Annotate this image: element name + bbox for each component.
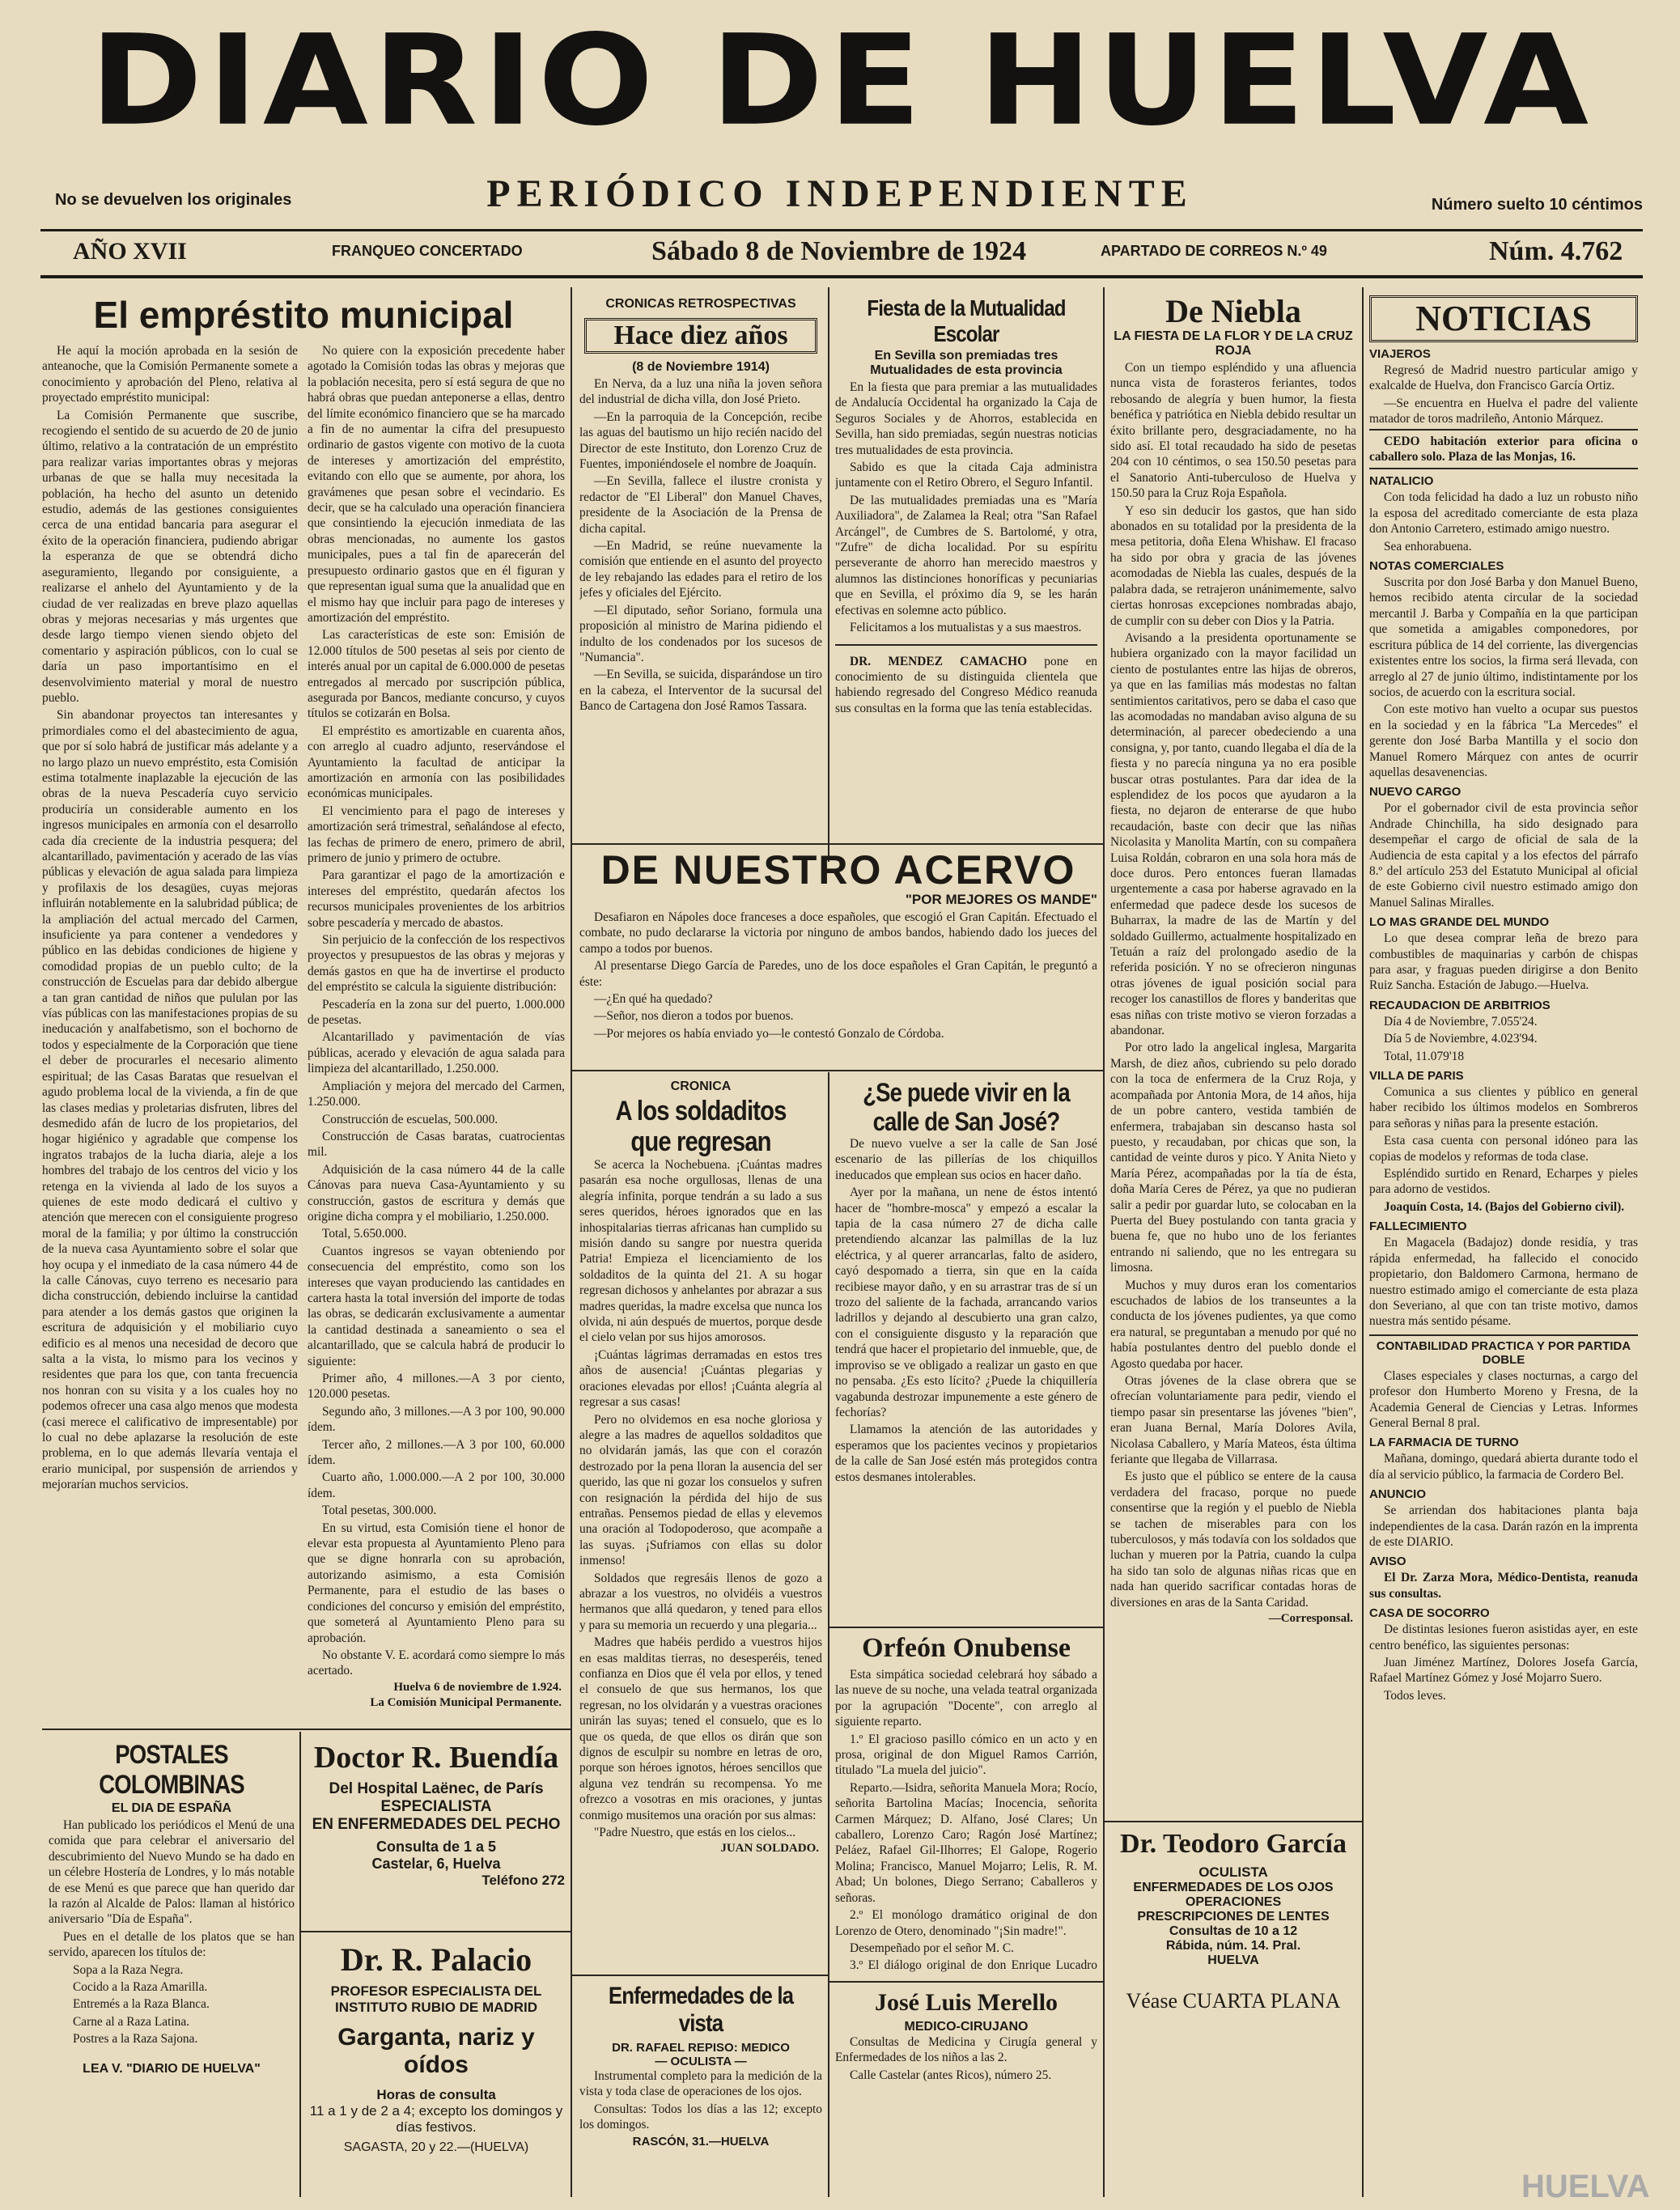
palacio-address: SAGASTA, 20 y 22.—(HUELVA) bbox=[343, 2140, 529, 2154]
palacio-hours-label: Horas de consulta bbox=[376, 2087, 496, 2102]
article-orfeon bbox=[835, 1635, 1097, 1975]
dateline bbox=[40, 236, 1643, 270]
headline-box bbox=[584, 318, 817, 354]
archive-stamp: HUELVA bbox=[1521, 2169, 1650, 2204]
paragraph: —En Sevilla, fallece el ilustre cronista y redactor de "El Liberal" don Manuel Chaves, presidente de la Asociación de la Prensa de dicha capital. bbox=[579, 474, 822, 536]
article-emprestito bbox=[42, 290, 565, 348]
article-postales bbox=[49, 1740, 295, 2197]
subhead-contabilidad: CONTABILIDAD PRACTICA Y POR PARTIDA DOBLE bbox=[1369, 1334, 1638, 1367]
paragraph: 1.º El gracioso pasillo cómico en un acto y en prosa, original de don Miguel Ramos Carrión, titulado "La muela del juicio". bbox=[835, 1732, 1097, 1778]
issue-number: Núm. 4.762 bbox=[1489, 236, 1623, 266]
buendia-hours: Consulta de 1 a 5 bbox=[375, 1839, 497, 1855]
paragraph: Joaquín Costa, 14. (Bajos del Gobierno civil). bbox=[1384, 1199, 1625, 1214]
headline-calle: ¿Se puede vivir en la calle de San José? bbox=[863, 1078, 1070, 1136]
subhead-natalicio: NATALICIO bbox=[1369, 474, 1434, 489]
paragraph: —¿En qué ha quedado? bbox=[594, 992, 713, 1007]
subhead-cargo: NUEVO CARGO bbox=[1369, 785, 1462, 800]
subhead-fallecimiento: FALLECIMIENTO bbox=[1369, 1220, 1467, 1234]
signature-soldado: JUAN SOLDADO. bbox=[720, 1842, 819, 1856]
emprestito-text-left bbox=[42, 343, 298, 1719]
mutualidad-deck: En Sevilla son premiadas tres Mutualidades de esta provincia bbox=[870, 349, 1063, 377]
paragraph: Muchos y muy duros eran los comentarios escuchados de labios de los transeuntes a la conducta de los jóvenes pudientes, ya que como era natural, se preguntaban a menudo por qué no había postulantes dentro del pueblo donde el Agosto quedaba por hacer. bbox=[1110, 1278, 1356, 1371]
paragraph: Cuarto año, 1.000.000.—A 2 por 100, 30.000 ídem. bbox=[308, 1470, 565, 1500]
garcia-hours: Consultas de 10 a 12 bbox=[1169, 1924, 1298, 1938]
subhead-socorro: CASA DE SOCORRO bbox=[1369, 1606, 1490, 1621]
acervo-deck: "POR MEJORES OS MANDE" bbox=[905, 892, 1097, 907]
paragraph: En la fiesta que para premiar a las mutualidades de Andalucía Occidental ha organizado la Caja de Seguros Sociales y de Ahorros, establecida en Sevilla, han sido premiadas, según nuestras noticias tres mutualidades de esta provincia. bbox=[835, 380, 1097, 457]
column-rule bbox=[828, 287, 829, 862]
section-rule bbox=[571, 1975, 828, 1976]
palacio-hours: 11 a 1 y de 2 a 4; excepto los domingos y días festivos. bbox=[309, 2103, 563, 2135]
column-rule bbox=[828, 1072, 829, 2197]
subhead-grande: LO MAS GRANDE DEL MUNDO bbox=[1369, 915, 1550, 930]
buendia-phone: Teléfono 272 bbox=[482, 1873, 565, 1888]
garcia-title: OCULISTA bbox=[1198, 1864, 1268, 1880]
mendez-notice bbox=[835, 654, 1097, 717]
subhead-comerciales: NOTAS COMERCIALES bbox=[1369, 559, 1504, 574]
paragraph: Con toda felicidad ha dado a luz un robusto niño la esposa del acreditado comerciante de esta plaza don Antonio Carretero, estimado amigo nuestro. bbox=[1369, 490, 1638, 537]
menu-item: Entremés a la Raza Blanca. bbox=[73, 1997, 210, 2012]
paragraph: De nuevo vuelve a ser la calle de San José escenario de las pillerías de los chiquillos ineducados que emplean sus ocios en hacer daño. bbox=[835, 1137, 1097, 1182]
article-hace-diez-anos bbox=[579, 295, 822, 870]
article-niebla bbox=[1110, 295, 1356, 1817]
column-rule bbox=[1103, 287, 1105, 2197]
paragraph: Al presentarse Diego García de Paredes, uno de los doce españoles el Gran Capitán, le preguntó a éste: bbox=[579, 959, 1097, 989]
paragraph: No quiere con la exposición precedente haber agotado la Comisión todas las obras y mejoras que la población necesita, pero sí está segura de que no habrá obras que puedan anteponerse a ellas, dentro del límite económico financiero que se ha marcado a fin de no aumentar la cifra del presupuesto ordinario de gastos vigente con motivo de la cuota de intereses y amortización del empréstito, evitando con ello que se aumente, por ahora, los gravámenes que pesan sobre el vecindario. Es decir, que se ha calculado una operación financiera que consintiendo la ejecución inmediata de las obras mencionadas, no aumente los gastos municipales, pues a tal fin de aparecerán del presupuesto ordinario gastos que en él figuran y que representan igual suma que la anualidad que en el mismo hay que incluir para pago de intereses y amortización del empréstito. bbox=[308, 344, 565, 625]
paragraph: 3.º El diálogo original de don Enrique Lucadro bbox=[850, 1958, 1097, 1973]
paragraph: Sin abandonar proyectos tan interesantes y primordiales como el del abastecimiento de agua, que por sí solo habrá de justificar más adelante y a no largo plazo un nuevo empréstito, esta Comisión estima totalmente inaplazable la ejecución de las obras de la nueva Pescadería cuyo servicio produciría un considerable aumento en los ingresos municipales en armonía con el desarrollo cada día creciente de la industria pesquera; del alcantarillado, pavimentación y acerado de las vías públicas y elevación de agua salada para limpieza y profilaxis de los desagües, cuyas mejoras influirán notablemente en la salubridad pública; de la ampliación del actual mercado del Carmen, insuficiente ya para contener a vendedores y público en las debidas condiciones de higiene y comodidad propias de un pueblo culto; de la construcción de Escuelas para dar debido albergue a tan gran cantidad de niños que pululan por las vías públicas con las manifestaciones propias de su ineducación y analfabetismo, son el bochorno de todos y especialmente de la Corporación que tiene el deber de procurarles el necesario alimento espiritual; de las Casas Baratas que resuelvan el agudo problema local de la vivienda, a fin de que las clases medias y proletarias disfruten, libres del desmedido afán de lucro de los propietarios, del hogar higiénico y agradable que compense los ingratos trabajos de la lucha diaria, aleje a los hombres del trabajo de los centros del vicio y los retenga en la vivienda al lado de los suyos a quienes de este modo dedicará el cultivo y atención que merecen con el consiguiente progreso moral de la familia; y por último la construcción de la nueva casa Ayuntamiento sobre el solar que hoy ocupa y el inmediato de la casa número 44 de la calle Cánovas, cuyo terreno es necesario para dicha construcción, debiendo incluirse la cantidad para atender a los demás gastos que originen la escritura de adquisición y el mobiliario cuyo edificio es al menos una necesidad de decoro que salta a la vista, lo mismo para los vecinos y residentes que para los que, con tanta frecuencia nos honran con su visita y a los cuales hoy no podemos ofrecer una casa algo menos que modesta (casi merece el calificativo de impresentable) por lo cual no debe aplazarse la resolución de este problema, en lo que además llevaría ventaja el erario municipal, por suspensión de arriendos y mejorarían muchos servicios. bbox=[42, 708, 298, 1492]
paragraph: Tercer año, 2 millones.—A 3 por 100, 60.000 ídem. bbox=[308, 1437, 565, 1468]
headline-postales: POSTALES COLOMBINAS bbox=[99, 1740, 244, 1799]
top-rule bbox=[40, 229, 1643, 231]
paragraph: Día 5 de Noviembre, 4.023'94. bbox=[1384, 1032, 1538, 1046]
paragraph: Pero no olvidemos en esa noche gloriosa y alegre a las madres de aquellos soldaditos que no olvidarán jamás, las que con el corazón destrozado por la pena lloran la ausencia del ser querido, las que ni gozar los consuelos y sufren con resignación la pérdida del hijo de sus entrañas. Pensemos piedad de ellas y elevemos una oración al Todopoderoso, que acompañe a las suyas. ¡Sufriamos con ellas su dolor inmenso! bbox=[579, 1412, 822, 1568]
paragraph: Pues en el detalle de los platos que se han servido, aparecen los títulos de: bbox=[49, 1929, 295, 1960]
column-rule bbox=[1362, 287, 1364, 2197]
paragraph: Se arriendan dos habitaciones planta baja independientes de la casa. Darán razón en la imprenta de este DIARIO. bbox=[1369, 1504, 1638, 1549]
paragraph: Sea enhorabuena. bbox=[1384, 539, 1472, 554]
article-calle-san-jose bbox=[835, 1078, 1097, 1644]
masthead-title: DIARIO DE HUELVA bbox=[89, 7, 1594, 154]
subhead-viajeros: VIAJEROS bbox=[1369, 347, 1431, 361]
menu-item: Sopa a la Raza Negra. bbox=[73, 1962, 184, 1977]
paragraph: Se acerca la Nochebuena. ¡Cuántas madres pasarán esa noche orgullosas, llenas de una alegría infinita, porque tendrán a su lado a sus seres queridos, héroes ignorados que en las inhospitalarias tierras africanas han cumplido su misión dando su sangre por nuestra querida Patria! Empieza el licenciamiento de los soldaditos de la quinta del 21. A su hogar regresan dichosos y anhelantes por abrazar a sus madres queridas, la madre excelsa que nunca los olvida, ni aún después de muertos, porque desde el cielo velan por sus hijos amorosos. bbox=[579, 1158, 822, 1345]
palacio-speciality: Garganta, nariz y oídos bbox=[337, 2024, 535, 2078]
paragraph: No obstante V. E. acordará como siempre lo más acertado. bbox=[308, 1648, 565, 1678]
section-rule bbox=[571, 843, 1103, 845]
paragraph: Clases especiales y clases nocturnas, a cargo del profesor don Humberto Moreno y Fresna, de la Academia General de Ciencias y Letras. Informes General Bernal 8 pral. bbox=[1369, 1368, 1638, 1430]
paragraph: Instrumental completo para la medición de la vista y toda clase de operaciones de los ojos. bbox=[579, 2069, 822, 2099]
paragraph: Total, 11.079'18 bbox=[1384, 1049, 1465, 1063]
section-rule bbox=[42, 1729, 571, 1730]
signature-date: Huelva 6 de noviembre de 1.924. bbox=[393, 1680, 562, 1694]
paragraph: Reparto.—Isidra, señorita Manuela Mora; Rocío, señorita Bartolina Macías; Inocencia, señorita Carmen Márquez; D. Alfano, José Clares; Un caballero, Lorenzo Caro; Ragón José Martínez; Peláez, Rafael Gil-Ilhorres; El Galope, Rogerio Molina; Francisco, Manuel Mojarro; Lelis, R. M. Abad; Un bolones, Diego Serrano; Caballeros y señoras. bbox=[835, 1780, 1097, 1905]
paragraph: —En Madrid, se reúne nuevamente la comisión que entiende en el asunto del proyecto de ley rebajando las edades para el retiro de los jefes y oficiales del Ejército. bbox=[579, 539, 822, 600]
franqueo-label: FRANQUEO CONCERTADO bbox=[332, 243, 523, 259]
palacio-name: Dr. R. Palacio bbox=[340, 1941, 532, 1978]
subhead-paris: VILLA DE PARIS bbox=[1369, 1069, 1464, 1084]
signature-commission: La Comisión Municipal Permanente. bbox=[370, 1695, 562, 1709]
paragraph: Día 4 de Noviembre, 7.055'24. bbox=[1384, 1014, 1538, 1029]
paragraph: Pescadería en la zona sur del puerto, 1.000.000 de pesetas. bbox=[308, 997, 565, 1028]
paragraph: Sabido es que la citada Caja administra juntamente con el Retiro Obrero, el Seguro Infantil. bbox=[835, 460, 1097, 490]
paragraph: Construcción de Casas baratas, cuatrocientas mil. bbox=[308, 1129, 565, 1160]
garcia-line: PRESCRIPCIONES DE LENTES bbox=[1137, 1910, 1330, 1924]
dateline-1914: (8 de Noviembre 1914) bbox=[632, 360, 770, 374]
paragraph: Es justo que el público se entere de la causa verdadera del fracaso, porque no puede consentirse que la región y el pueblo de Niebla se tachen de miserables para con los tuberculosos, y más todavía con los soldados que luchan y mueren por la Patria, cuando la culpa ha sido tan solo de algunas niñas ricas que en nada han querido sacrificar contadas horas de diversiones en aras de la Santa Caridad. bbox=[1110, 1470, 1356, 1610]
article-mutualidad bbox=[835, 295, 1097, 870]
paragraph: Llamamos la atención de las autoridades y esperamos que los pacientes vecinos y propietarios de la calle de San José estén más protegidos contra estos desmanes intolerables. bbox=[835, 1423, 1097, 1484]
headline-acervo: DE NUESTRO ACERVO bbox=[600, 850, 1076, 893]
mendez-text: pone en conocimiento de su distinguida clientela que habiendo regresado del Congreso Médico reanuda sus consultas en la forma que las tenía establecidas. bbox=[835, 654, 1097, 715]
paragraph: —En Sevilla, se suicida, disparándose un tiro en la cabeza, el Interventor de la sucursal del Banco de Cartagena don José Ramos Tassara. bbox=[579, 668, 822, 714]
paragraph: La Comisión Permanente que suscribe, recogiendo el sentido de su acuerdo de 20 de junio último, relativo a la contratación de un empréstito para realizar varias importantes obras y mejoras urbanas de que se halla muy necesitada la población, ha hecho del asunto un detenido estudio, además de las gestiones consiguientes cerca de una entidad bancaria para asegurar el éxito de la operación financiera, pudiendo abrigar la esperanza de que se obtendrá dicho aseguramiento, llegando por consiguiente, a realizarse el anhelo del Ayuntamiento y de la ciudad de ver realizadas en breve plazo aquellas obras y mejoras necesarias y más urgentes que desde largo tiempo vienen siendo objeto del comentario y aspiración públicos, con lo cual se daría un paso importantísimo en el desenvolvimiento material y moral de nuestro pueblo. bbox=[42, 408, 298, 705]
headline-emprestito: El empréstito municipal bbox=[93, 294, 514, 336]
ad-teodoro-garcia bbox=[1110, 1829, 1356, 2197]
headline-orfeon: Orfeón Onubense bbox=[862, 1635, 1071, 1663]
paragraph: De distintas lesiones fueron asistidas ayer, en este centro benéfico, las siguientes personas: bbox=[1369, 1623, 1638, 1652]
paragraph: En su virtud, esta Comisión tiene el honor de elevar esta propuesta al Ayuntamiento Pleno para que se digne honrarla con su aprobación, autorizando asimismo, a esta Comisión Permanente, para el estudio de las bases o condiciones del concurso y emisión del empréstito, que someterá al Ayuntamiento Pleno para su aprobación. bbox=[308, 1521, 565, 1645]
buendia-address: Castelar, 6, Huelva bbox=[371, 1856, 501, 1872]
paragraph: Madres que habéis perdido a vuestros hijos en esas malditas tierras, no desesperéis, tened confianza en Dios que él vela por ellos, y tened el consuelo de que sus hermanos, los que regresan, no los olvidarán y a vuestras oraciones unirán las suyas; tened el consuelo, que es lo que os queda, de que ellos os dirán que son dignos de esculpir su nombre en letras de oro, porque son héroes ignotos, héroes sencillos que alguna vez tendrán su recompensa. Yo me ofrezco a vosotras en mis oraciones, y juntas conmigo musitemos una oración por sus almas: bbox=[579, 1635, 822, 1822]
paragraph: He aquí la moción aprobada en la sesión de anteanoche, que la Comisión Permanente somete a conocimiento y aprobación del Pleno, relativa al proyectado empréstito municipal: bbox=[42, 344, 298, 405]
masthead-subtitle: PERIÓDICO INDEPENDIENTE bbox=[486, 172, 1194, 215]
paragraph: Por otro lado la angelical inglesa, Margarita Marsh, de diez años, cubriendo su pelo dorado con la toca de enfermera de la Cruz Roja, y acompañada por Antonia Mora, de 14 años, hija de un pobre cantero, vestida también de enfermera, trabajaban sin descanso hasta sol puesto, y recaudaban, por chicas que son, la cantidad de veinte duros y pico. Y Anita Nieto y María Pérez, acompañadas por la tía de ésta, doña María Ceres de Pérez, ya que no pudieran salir a pedir por guardar luto, se colocaban en la Puerta del Buey postulando con tanta gracia y buena fe, que no hubo uno de los feriantes entrando ni saliendo, que no les entregara su limosna. bbox=[1110, 1041, 1356, 1275]
paragraph: Regresó de Madrid nuestro particular amigo y exalcalde de Huelva, don Francisco García Ortiz. bbox=[1369, 363, 1638, 393]
paragraph: Por el gobernador civil de esta provincia señor Andrade Chinchilla, ha sido designado para desempeñar el cargo de oficial de sala de la Audiencia de esta capital y a los efectos del párrafo 8.º del artículo 253 del Estatuto Municipal al oficial de este Gobierno civil nuestro estimado amigo don Manuel Salinas Miralles. bbox=[1369, 801, 1638, 910]
issue-date: Sábado 8 de Noviembre de 1924 bbox=[651, 236, 1027, 266]
mendez-name: DR. MENDEZ CAMACHO bbox=[850, 654, 1028, 668]
paragraph: Espléndido surtido en Renard, Echarpes y pieles para adorno de vestidos. bbox=[1369, 1167, 1638, 1197]
menu-list bbox=[49, 1962, 295, 2047]
ad-buendia bbox=[308, 1740, 565, 1926]
paragraph: —Señor, nos dieron a todos por buenos. bbox=[594, 1009, 794, 1024]
buendia-speciality: EN ENFERMEDADES DEL PECHO bbox=[312, 1816, 561, 1833]
palacio-title: PROFESOR ESPECIALISTA DEL INSTITUTO RUBIO DE MADRID bbox=[330, 1983, 542, 2015]
paragraph: Con un tiempo espléndido y una afluencia nunca vista de forasteros feriantes, todos rebosando de alegría y buen humor, la fiesta benéfica y patriótica en Niebla debido resultar un éxito brillante pero, desgraciadamente, no ha sido así. El total recaudado ha sido de pesetas 204 con 10 céntimos, o sea 150.50 pesetas para el Sanatorio Anti-tuberculoso de Huelva y 150.50 para la Cruz Roja Española. bbox=[1110, 361, 1356, 501]
garcia-name: Dr. Teodoro García bbox=[1120, 1829, 1347, 1859]
paragraph: Desempeñado por el señor M. C. bbox=[850, 1941, 1015, 1955]
signature-corresponsal: —Corresponsal. bbox=[1268, 1612, 1353, 1626]
headline-noticias: NOTICIAS bbox=[1369, 295, 1638, 342]
niebla-deck: LA FIESTA DE LA FLOR Y DE LA CRUZ ROJA bbox=[1114, 329, 1353, 358]
paragraph: Sin perjuicio de la confección de los respectivos proyectos y presupuestos de las obras y mejoras y demás gastos en que ha de invertirse el producto del empréstito se calcula la siguiente distribución: bbox=[308, 933, 565, 995]
subhead-aviso: AVISO bbox=[1369, 1555, 1406, 1569]
paragraph: En Magacela (Badajoz) donde residía, y tras rápida enfermedad, ha fallecido el conocido propietario, don Baldomero Carmona, hermano de nuestro estimado amigo el comerciante de esta plaza don Severiano, al que con tan triste motivo, damos nuestra más sentido pésame. bbox=[1369, 1236, 1638, 1329]
paragraph: Consultas: Todos los días a las 12; excepto los domingos. bbox=[579, 2102, 822, 2132]
section-label: CRONICA bbox=[670, 1080, 732, 1093]
paragraph: 2.º El monólogo dramático original de don Lorenzo de Otero, denominado "¡Sin madre!". bbox=[835, 1908, 1097, 1938]
headline-niebla: De Niebla bbox=[1165, 295, 1301, 329]
paragraph: —Se encuentra en Huelva el padre del valiente matador de toros madrileño, Antonio Márquez. bbox=[1369, 396, 1638, 426]
paragraph: Alcantarillado y pavimentación de vías públicas, acerado y elevación de agua salada para limpieza del alcantarillado, 1.250.000. bbox=[308, 1030, 565, 1076]
paragraph: —Por mejores os había enviado yo—le contestó Gonzalo de Córdoba. bbox=[594, 1026, 944, 1041]
paragraph: Total, 5.650.000. bbox=[322, 1227, 407, 1241]
paragraph: Para garantizar el pago de la amortización e intereses del empréstito, quedarán afectos los recursos municipales provenientes de los arbitrios sobre pescadería y mercado de abastos. bbox=[308, 868, 565, 930]
subhead-farmacia: LA FARMACIA DE TURNO bbox=[1369, 1436, 1519, 1450]
article-noticias bbox=[1369, 295, 1638, 2197]
emprestito-text-right bbox=[308, 343, 565, 1719]
paragraph: El empréstito es amortizable en cuarenta años, con arreglo al cuadro adjunto, reservándose el Ayuntamiento la facultad de anticipar la amortización en armonía con las posibilidades económicas municipales. bbox=[308, 723, 565, 801]
paragraph: Felicitamos a los mutualistas y a sus maestros. bbox=[850, 621, 1082, 635]
vista-title: Enfermedades de la vista bbox=[608, 1983, 794, 2037]
paragraph: De las mutualidades premiadas una es "María Auxiliadora", de Zalamea la Real; otra "San Rafael Arcángel", de Cumbres de S. Bartolomé, y otra, "Zufre" de dicha localidad. Por su espíritu perseverante de ahorro han merecido maestros y alumnos las distinciones honoríficas y pecuniarias que en Sevilla, el próximo día 9, se les harán efectivas en solemne acto público. bbox=[835, 493, 1097, 617]
column-rule bbox=[299, 1732, 301, 2197]
merello-name: José Luis Merello bbox=[874, 1989, 1058, 2016]
note-originals: No se devuelven los originales bbox=[55, 191, 292, 209]
paragraph: Segundo año, 3 millones.—A 3 por 100, 90.000 ídem. bbox=[308, 1404, 565, 1435]
paragraph: Han publicado los periódicos el Menú de una comida que para celebrar el aniversario del descubrimiento del Nuevo Mundo se ha dado en un célebre Hostería de Londres, y lo más notable de ese Menú es que parece que han querido dar la razón al Alcalde de Palos: llaman al histórico aniversario "Día de España". bbox=[49, 1818, 295, 1927]
paragraph: Avisando a la presidenta oportunamente se hubiera organizado con la mayor facilidad un ciento de postulantes entre las hijas de obreros, ya que en las familias más modestas no faltan sentimientos caritativos, pero se daba el caso que las acomodadas no mandaban aviso alguna de su determinación, al parecer obedeciendo a una consigna, y, por tanto, cuando llegaba el día de la fiesta y no parecía ninguna ya no era posible buscar otras postulantes. Para dar idea de la esplendidez de los pocos que ayudaron a la fiesta, no dejaron de enterarse de que hubo recaudación, baste con decir que las niñas Nicolasita y Manolita Martín, con su compañera Luisa Roldán, cobraron en una sola hora más de doce duros. Pero entonces fueran llamadas urgentemente a casa por haberse agravado en la enfermedad que padece desde los sucesos de Buharrax, la madre de las de Martín y del soldado Guillermo, actualmente hospitalizado en Tetuán a raíz del prolongado asedio de la referida posición. Y no se ofrecieron ningunas otras jóvenes de igual posición social para recoger los canastillos de flores y banderitas que esas niñas con triste motivo se vieron forzadas a abandonar. bbox=[1110, 630, 1356, 1038]
paragraph: Calle Castelar (antes Ricos), número 25. bbox=[850, 2068, 1052, 2082]
postales-footer: LEA V. "DIARIO DE HUELVA" bbox=[83, 2061, 261, 2076]
ad-palacio bbox=[308, 1941, 565, 2198]
buendia-hospital: Del Hospital Laënec, de París bbox=[329, 1780, 544, 1797]
headline-soldaditos: A los soldaditos que regresan bbox=[615, 1096, 787, 1157]
paragraph: Todos leves. bbox=[1384, 1688, 1446, 1703]
paragraph: —El diputado, señor Soriano, formula una proposición al ministro de Marina pidiendo el indulto de los condenados por los sucesos de "Numancia". bbox=[579, 603, 822, 664]
paragraph: ¡Cuántas lágrimas derramadas en estos tres años de ausencia! ¡Cuántas plegarias y oraciones elevadas por ellos! ¡Cuánta alegría al regresar a sus casas! bbox=[579, 1347, 822, 1410]
paragraph: Ayer por la mañana, un nene de éstos intentó hacer de "hombre-mosca" y empezó a escalar la tapia de la casa número 27 de dicha calle pretendiendo alcanzar las palmillas de la luz eléctrica, y al querer arrancarlas, falto de asidero, cayó despomado a tierra, sin que en la caída recibiese mayor daño, y en su arrastrar tras de sí un trozo del saliente de la fachada, arrancando varios ladrillos y dejando al descubierto una gran calzo, con el consiguiente disgusto y la reparación que tendrá que hacer el propietario del inmueble, que, de improviso se ve obligado a realizar un gasto en que no pensaba. ¿Es esto lícito? ¿Puede la chiquillería vagabunda destrozar impunemente a este género de fechorías? bbox=[835, 1186, 1097, 1419]
paragraph: Esta casa cuenta con personal idóneo para las copias de modelos y reformas de toda clase. bbox=[1369, 1134, 1638, 1164]
paragraph: Ampliación y mejora del mercado del Carmen, 1.250.000. bbox=[308, 1079, 565, 1109]
article-acervo bbox=[579, 850, 1097, 1067]
vista-role: — OCULISTA — bbox=[655, 2055, 747, 2068]
year-label: AÑO XVII bbox=[73, 238, 187, 265]
section-rule bbox=[828, 1981, 1103, 1983]
paragraph: Las características de este son: Emisión de 12.000 títulos de 500 pesetas al seis por ciento de interés anual por un capital de 6.000.000 de pesetas entregados al mercado por suscripción pública, asegurada por Bancos, mediante concurso, y cuyos títulos se cotizarán en Bolsa. bbox=[308, 628, 565, 721]
garcia-city: HUELVA bbox=[1207, 1953, 1259, 1967]
paragraph: Total pesetas, 300.000. bbox=[322, 1504, 437, 1518]
paragraph: Suscrita por don José Barba y don Manuel Bueno, hemos recibido atenta circular de la sociedad mercantil J. Barba y Compañía en la que participan que sometida a amigables componedores, por escritura pública de 14 del corriente, las divergencias existentes entre los socios, la firma será llevada, con arreglo al 27 de junio último, indistintamente por los socios, de acuerdo con la escritura social. bbox=[1369, 575, 1638, 699]
paragraph: En Nerva, da a luz una niña la joven señora del industrial de dicha villa, don José Prieto. bbox=[579, 377, 822, 407]
paragraph: Juan Jiménez Martínez, Dolores Josefa García, Rafael Martínez Gómez y José Mojarro Suero. bbox=[1369, 1656, 1638, 1686]
column-rule bbox=[571, 287, 572, 2197]
section-rule bbox=[301, 1931, 571, 1932]
menu-item: Postres a la Raza Sajona. bbox=[73, 2032, 198, 2047]
paragraph: Otras jóvenes de la clase obrera que se ofrecían voluntariamente para pedir, viendo el tiempo pasar sin presentarse las jóvenes "bien", eran Juana Bernal, María Dolores Avila, Nicolasa Caballero, y María Mateos, ésta última feriante que llegaba de Villarrasa. bbox=[1110, 1374, 1356, 1467]
vista-doctor: DR. RAFAEL REPISO: MEDICO bbox=[612, 2041, 790, 2055]
section-rule bbox=[1103, 1821, 1362, 1822]
section-label: CRONICAS RETROSPECTIVAS bbox=[605, 297, 796, 311]
buendia-name: Doctor R. Buendía bbox=[313, 1741, 559, 1775]
notice-cedo: CEDO habitación exterior para oficina o caballero solo. Plaza de las Monjas, 16. bbox=[1369, 429, 1638, 470]
paragraph: Lo que desea comprar leña de brezo para combustibles de maquinarias y carbón de chispas para asar, y fraguas pueden dirigirse a don Benito Ruiz Sancha. Estación de Jabugo.—Huelva. bbox=[1369, 931, 1638, 993]
headline-hace-diez: Hace diez años bbox=[613, 320, 788, 350]
dateline-rule bbox=[40, 275, 1643, 278]
vista-address: RASCÓN, 31.—HUELVA bbox=[632, 2134, 770, 2148]
headline-mutualidad: Fiesta de la Mutualidad Escolar bbox=[867, 295, 1066, 346]
subhead-anuncio: ANUNCIO bbox=[1369, 1487, 1426, 1502]
divider bbox=[835, 644, 1097, 646]
paragraph: Adquisición de la casa número 44 de la calle Cánovas para nueva Casa-Ayuntamiento y su construcción, gastos de escritura y demás que origine dicha compra y el mobiliario, 1.250.000. bbox=[308, 1162, 565, 1224]
apartado-label: APARTADO DE CORREOS N.º 49 bbox=[1101, 243, 1327, 259]
postales-subhead: EL DIA DE ESPAÑA bbox=[111, 1801, 232, 1815]
paragraph: Con este motivo han vuelto a ocupar sus puestos en la sociedad y en la fábrica "La Mercedes" el gerente don José Barba Mantilla y el socio don Manuel Romero Márquez con antes de ocurrir aquellas desavenencias. bbox=[1369, 702, 1638, 779]
paragraph: Mañana, domingo, quedará abierta durante todo el día al servicio público, la farmacia de Cordero Bel. bbox=[1369, 1452, 1638, 1482]
garcia-address: Rábida, núm. 14. Pral. bbox=[1165, 1939, 1301, 1953]
menu-item: Carne al a Raza Latina. bbox=[73, 2014, 189, 2029]
paragraph: El Dr. Zarza Mora, Médico-Dentista, reanuda sus consultas. bbox=[1369, 1571, 1638, 1601]
merello-title: MEDICO-CIRUJANO bbox=[904, 2020, 1029, 2034]
paragraph: Consultas de Medicina y Cirugía general y Enfermedades de los niños a las 2. bbox=[835, 2035, 1097, 2065]
cuarta-plana: Véase CUARTA PLANA bbox=[1126, 1989, 1341, 2013]
paragraph: Esta simpática sociedad celebrará hoy sábado a las nueve de su noche, una velada teatral organizada por la agrupación "Docente", con arreglo al siguiente reparto. bbox=[835, 1668, 1097, 1729]
ad-vista bbox=[579, 1983, 822, 2197]
paragraph: Desafiaron en Nápoles doce franceses a doce españoles, que escogió el Gran Capitán. Efectuado el combate, no pudo declararse la victoria por ninguno de ambos bandos, habiendo dado los jueces del campo a todos por buenos. bbox=[579, 910, 1097, 956]
paragraph: "Padre Nuestro, que estás en los cielos... bbox=[594, 1826, 796, 1840]
paragraph: Soldados que regresáis llenos de gozo a abrazar a los vuestros, no olvidéis a vuestros hermanos que allá quedaron, y tened para ellos y para su memoria un recuerdo y una plegaria... bbox=[579, 1571, 822, 1632]
buendia-specialist: ESPECIALISTA bbox=[380, 1798, 492, 1815]
paragraph: Construcción de escuelas, 500.000. bbox=[322, 1112, 498, 1126]
paragraph: Y eso sin deducir los gastos, que han sido abonados en su totalidad por la presidenta de la mesa petitoria, doña Elena Whishaw. El fracaso ha sido por obra y gracia de las jóvenes acomodadas de Niebla las cuales, después de la palabra dada, se retrajeron unánimemente, salvo ciertas honrosas excepciones nombradas abajo, de cumplir con su deber con Dios y la Patria. bbox=[1110, 503, 1356, 628]
note-price: Número suelto 10 céntimos bbox=[1431, 196, 1643, 214]
subhead-arbitrios: RECAUDACION DE ARBITRIOS bbox=[1369, 998, 1551, 1012]
paragraph: —En la parroquia de la Concepción, recibe las aguas del bautismo un hijo recién nacido del Director de este Instituto, don Lorenzo Cruz de Fuentes, imponiéndosele el nombre de Joaquín. bbox=[579, 409, 822, 472]
paragraph: Cuantos ingresos se vayan obteniendo por consecuencia del empréstito, como son los intereses que vayan produciendo las cantidades en cartera hasta la total inversión del importe de todas las obras, se dedicarán exclusivamente a aumentar la cantidad destinada a saneamiento o sea el alcantarillado, que se calcula habrá de producir lo siguiente: bbox=[308, 1244, 565, 1368]
section-rule bbox=[828, 1627, 1103, 1628]
section-rule bbox=[571, 1070, 1103, 1071]
menu-item: Cocido a la Raza Amarilla. bbox=[73, 1980, 208, 1995]
article-soldaditos bbox=[579, 1078, 822, 1928]
garcia-line: ENFERMEDADES DE LOS OJOS bbox=[1133, 1881, 1334, 1894]
paragraph: Comunica a sus clientes y público en general haber recibido los últimos modelos en Sombreros para señoras y niñas para la presente estación. bbox=[1369, 1085, 1638, 1130]
garcia-line: OPERACIONES bbox=[1185, 1895, 1282, 1909]
paragraph: El vencimiento para el pago de intereses y amortización será trimestral, señalándose al efecto, las fechas de primero de enero, primero de abril, primero de junio y primero de octubre. bbox=[308, 804, 565, 865]
paragraph: Primer año, 4 millones.—A 3 por ciento, 120.000 pesetas. bbox=[308, 1372, 565, 1402]
ad-merello bbox=[835, 1989, 1097, 2198]
